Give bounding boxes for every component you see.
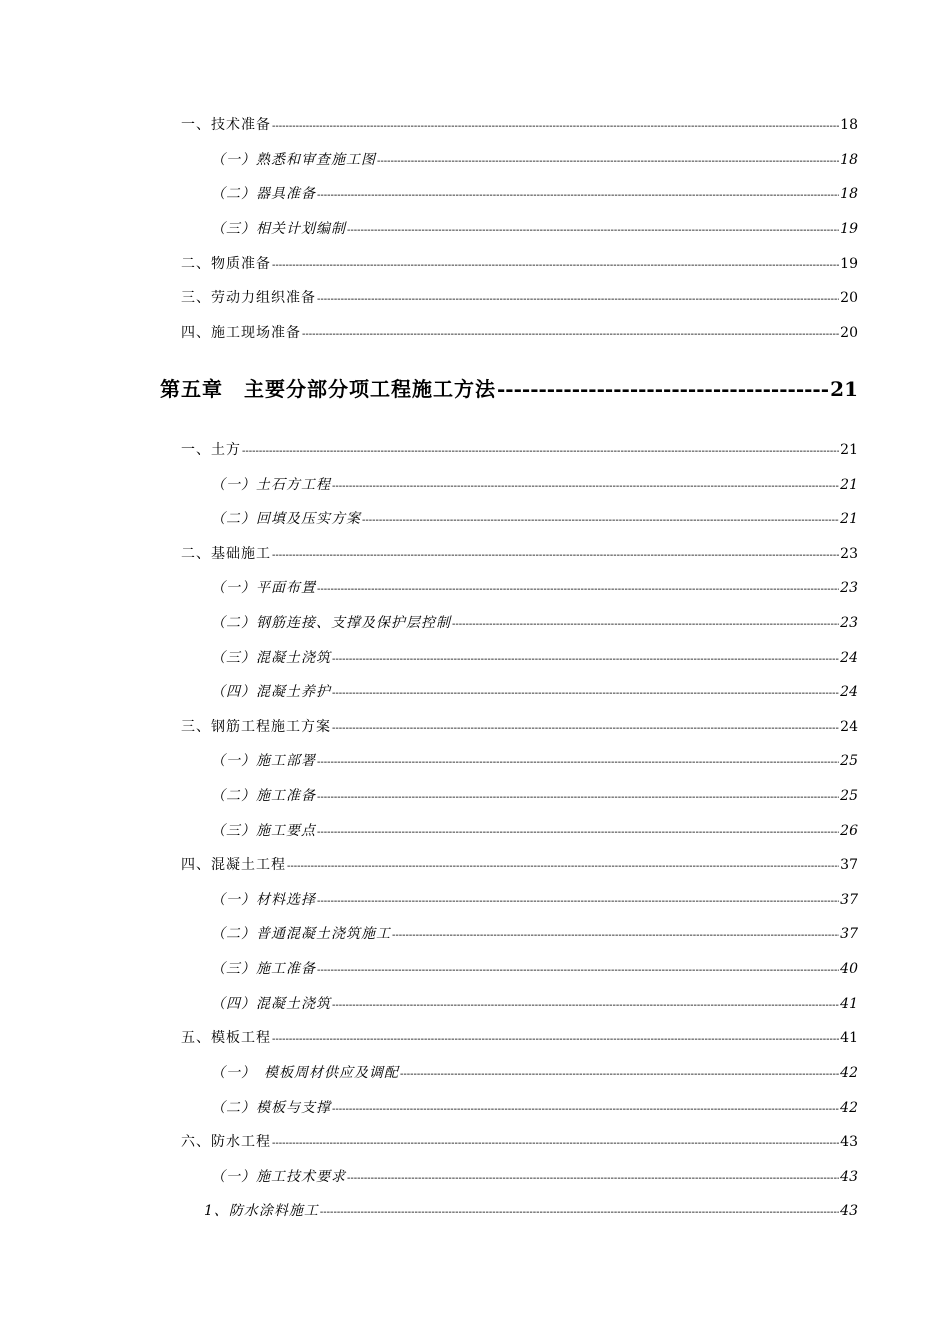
toc-entry-label: （三）施工要点 [211, 823, 316, 839]
toc-entry-label: （一）施工部署 [211, 753, 316, 769]
toc-dot-leader [317, 892, 839, 910]
toc-page-number: 19 [840, 256, 858, 272]
toc-entry[interactable] [181, 717, 858, 737]
toc-entry[interactable] [181, 1132, 858, 1152]
toc-entry[interactable] [204, 1201, 858, 1221]
toc-dot-leader [347, 221, 839, 239]
toc-entry-label: （一）平面布置 [211, 580, 316, 596]
toc-dot-leader [332, 1100, 839, 1118]
toc-dot-leader [392, 926, 839, 944]
toc-entry-label: （二）模板与支撑 [211, 1100, 331, 1116]
toc-page-number: 24 [840, 684, 858, 700]
toc-entry-label: 1、防水涂料施工 [204, 1203, 319, 1219]
toc-dot-leader [452, 615, 839, 633]
toc-entry[interactable] [211, 184, 858, 204]
toc-dot-leader [317, 753, 839, 771]
toc-entry-label: 二、物质准备 [181, 256, 271, 272]
toc-entry-label: （一）土石方工程 [211, 477, 331, 493]
toc-page-number: 20 [840, 325, 858, 341]
toc-entry-label: 一、土方 [181, 442, 241, 458]
toc-entry[interactable] [211, 150, 858, 170]
toc-entry-label: 五、模板工程 [181, 1030, 271, 1046]
toc-dot-leader [317, 788, 839, 806]
toc-entry[interactable] [181, 440, 858, 460]
toc-page-number: 26 [840, 823, 858, 839]
toc-entry[interactable] [211, 994, 858, 1014]
toc-dot-leader [332, 996, 839, 1014]
toc-dot-leader [317, 961, 839, 979]
toc-page-number: 21 [840, 511, 858, 527]
toc-entry-label: （二）钢筋连接、支撑及保护层控制 [211, 615, 451, 631]
toc-page-number: 42 [840, 1100, 858, 1116]
toc-entry-label: （一） 模板周材供应及调配 [211, 1065, 399, 1081]
toc-dot-leader [320, 1203, 839, 1221]
toc-entry[interactable] [211, 786, 858, 806]
toc-entry[interactable] [211, 1167, 858, 1187]
toc-entry-label: （三）混凝土浇筑 [211, 650, 331, 666]
toc-page-number: 24 [840, 719, 858, 735]
toc-page-number: 42 [840, 1065, 858, 1081]
toc-dot-leader [242, 442, 839, 460]
toc-page-number: 41 [840, 996, 858, 1012]
toc-entry-label: （二）回填及压实方案 [211, 511, 361, 527]
toc-entry-label: （一）熟悉和审查施工图 [211, 152, 376, 168]
toc-page-number: 18 [840, 117, 858, 133]
toc-entry[interactable] [211, 751, 858, 771]
toc-page-number: 19 [840, 221, 858, 237]
toc-entry[interactable] [211, 1063, 858, 1083]
toc-dot-leader [317, 186, 839, 204]
toc-page-number: 18 [840, 186, 858, 202]
toc-dot-leader [332, 684, 839, 702]
toc-page-number: 43 [840, 1169, 858, 1185]
toc-entry[interactable] [211, 821, 858, 841]
toc-dot-leader [377, 152, 839, 170]
toc-entry-label: 四、施工现场准备 [181, 325, 301, 341]
toc-entry-label: （四）混凝土浇筑 [211, 996, 331, 1012]
toc-page-number: 41 [840, 1030, 858, 1046]
toc-dot-leader [332, 477, 839, 495]
toc-dot-leader [400, 1065, 839, 1083]
toc-dot-leader [272, 1134, 839, 1152]
toc-dot-leader [362, 511, 839, 529]
toc-page-number: 23 [840, 580, 858, 596]
toc-page-number: 43 [840, 1134, 858, 1150]
toc-dot-leader [317, 823, 839, 841]
toc-entry-label: 三、钢筋工程施工方案 [181, 719, 331, 735]
toc-dot-leader [272, 256, 839, 274]
toc-dot-leader [347, 1169, 839, 1187]
toc-page-number: 37 [840, 926, 858, 942]
toc-page-number: 23 [840, 615, 858, 631]
toc-dot-leader [302, 325, 839, 343]
toc-page-number: 37 [840, 857, 858, 873]
toc-entry[interactable] [181, 855, 858, 875]
toc-entry-label: 二、基础施工 [181, 546, 271, 562]
toc-dot-leader [317, 580, 839, 598]
toc-page-number: 21 [840, 442, 858, 458]
toc-entry-label: （三）施工准备 [211, 961, 316, 977]
toc-page-number: 21 [840, 477, 858, 493]
toc-entry[interactable] [211, 578, 858, 598]
toc-dot-leader [272, 117, 839, 135]
toc-entry[interactable] [211, 219, 858, 239]
toc-page-number: 18 [840, 152, 858, 168]
toc-dot-leader [272, 546, 839, 564]
toc-page-number: 40 [840, 961, 858, 977]
toc-page-number: 23 [840, 546, 858, 562]
toc-entry-label: （四）混凝土养护 [211, 684, 331, 700]
toc-dot-leader [287, 857, 839, 875]
toc-dot-leader [332, 719, 839, 737]
toc-page-number: 25 [840, 788, 858, 804]
toc-entry-label: （三）相关计划编制 [211, 221, 346, 237]
toc-page-number: 20 [840, 290, 858, 306]
toc-entry[interactable] [211, 924, 858, 944]
toc-entry[interactable] [211, 1098, 858, 1118]
toc-entry-label: 四、混凝土工程 [181, 857, 286, 873]
toc-page-number: 37 [840, 892, 858, 908]
toc-entry[interactable] [211, 959, 858, 979]
toc-entry[interactable] [211, 890, 858, 910]
toc-entry[interactable] [211, 475, 858, 495]
toc-entry-label: （二）普通混凝土浇筑施工 [211, 926, 391, 942]
toc-entry[interactable] [181, 544, 858, 564]
toc-entry-label: 一、技术准备 [181, 117, 271, 133]
toc-page-number: 24 [840, 650, 858, 666]
toc-entry[interactable] [181, 1028, 858, 1048]
toc-entry[interactable] [181, 323, 858, 343]
toc-entry-label: （二）施工准备 [211, 788, 316, 804]
toc-entry[interactable] [181, 254, 858, 274]
toc-entry-label: 六、防水工程 [181, 1134, 271, 1150]
toc-chapter-label: 第五章 主要分部分项工程施工方法 [160, 377, 496, 401]
toc-entry[interactable] [211, 509, 858, 529]
toc-entry-label: （二）器具准备 [211, 186, 316, 202]
toc-entry[interactable] [211, 613, 858, 633]
toc-entry[interactable] [211, 648, 858, 668]
toc-dot-leader [317, 290, 839, 308]
toc-entry[interactable] [181, 288, 858, 308]
toc-chapter-heading[interactable] [160, 375, 858, 403]
toc-dot-leader [272, 1030, 839, 1048]
toc-page-number: 21 [830, 377, 858, 401]
toc-entry[interactable] [211, 682, 858, 702]
toc-dot-leader [497, 375, 829, 403]
toc-page-number: 43 [840, 1203, 858, 1219]
toc-page-number: 25 [840, 753, 858, 769]
toc-entry-label: （一）材料选择 [211, 892, 316, 908]
toc-entry[interactable] [181, 115, 858, 135]
toc-entry-label: 三、劳动力组织准备 [181, 290, 316, 306]
toc-dot-leader [332, 650, 839, 668]
toc-entry-label: （一）施工技术要求 [211, 1169, 346, 1185]
